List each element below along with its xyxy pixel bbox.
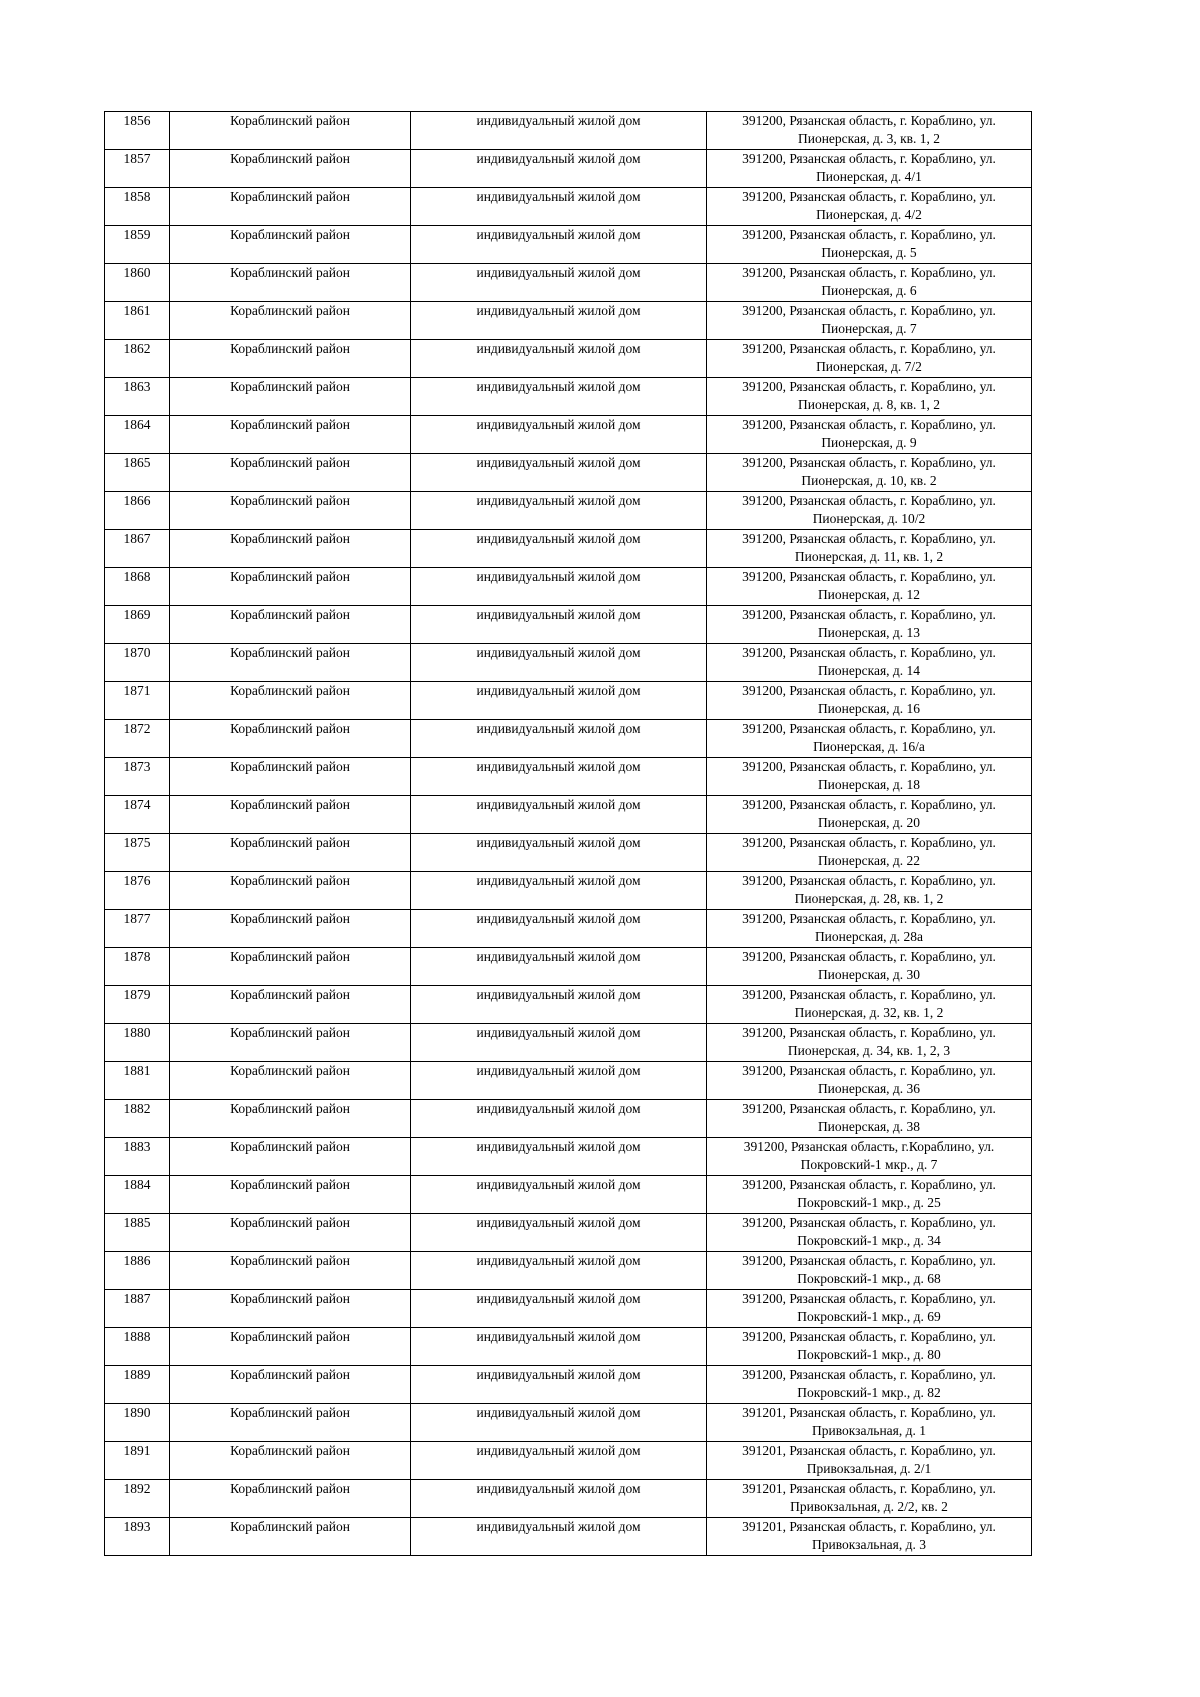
address-cell bbox=[707, 1252, 1032, 1290]
address-line-1: 391201, Рязанская область, г. Кораблино, ул. bbox=[742, 1481, 996, 1496]
object-type-cell: индивидуальный жилой дом bbox=[411, 264, 707, 302]
district-cell: Кораблинский район bbox=[170, 492, 411, 530]
address-line-1: 391200, Рязанская область, г. Кораблино, ул. bbox=[742, 265, 996, 280]
object-type-cell: индивидуальный жилой дом bbox=[411, 872, 707, 910]
table-row bbox=[105, 1480, 1032, 1518]
address-line-2: Пионерская, д. 28, кв. 1, 2 bbox=[794, 890, 944, 906]
address-cell bbox=[707, 948, 1032, 986]
table-row bbox=[105, 1328, 1032, 1366]
district-cell: Кораблинский район bbox=[170, 1024, 411, 1062]
object-type-cell: индивидуальный жилой дом bbox=[411, 720, 707, 758]
table-row bbox=[105, 910, 1032, 948]
row-number-cell: 1868 bbox=[105, 568, 170, 606]
address-line-1: 391200, Рязанская область, г. Кораблино, ул. bbox=[742, 379, 996, 394]
address-cell bbox=[707, 150, 1032, 188]
table-row bbox=[105, 378, 1032, 416]
object-type-cell: индивидуальный жилой дом bbox=[411, 340, 707, 378]
row-number-cell: 1884 bbox=[105, 1176, 170, 1214]
address-line-1: 391200, Рязанская область, г. Кораблино, ул. bbox=[742, 189, 996, 204]
district-cell: Кораблинский район bbox=[170, 454, 411, 492]
table-row bbox=[105, 340, 1032, 378]
address-cell bbox=[707, 1290, 1032, 1328]
address-line-2: Покровский-1 мкр., д. 34 bbox=[797, 1232, 941, 1248]
address-line-1: 391200, Рязанская область, г. Кораблино, ул. bbox=[742, 455, 996, 470]
table-row bbox=[105, 1138, 1032, 1176]
address-cell bbox=[707, 644, 1032, 682]
district-cell: Кораблинский район bbox=[170, 340, 411, 378]
address-line-1: 391200, Рязанская область, г. Кораблино, ул. bbox=[742, 1025, 996, 1040]
address-line-2: Покровский-1 мкр., д. 68 bbox=[797, 1270, 941, 1286]
address-line-1: 391200, Рязанская область, г. Кораблино, ул. bbox=[742, 1329, 996, 1344]
address-line-2: Покровский-1 мкр., д. 80 bbox=[797, 1346, 941, 1362]
address-line-2: Привокзальная, д. 1 bbox=[811, 1422, 927, 1438]
address-line-2: Пионерская, д. 7/2 bbox=[816, 358, 922, 374]
address-line-2: Пионерская, д. 34, кв. 1, 2, 3 bbox=[787, 1042, 951, 1058]
district-cell: Кораблинский район bbox=[170, 758, 411, 796]
address-cell bbox=[707, 1366, 1032, 1404]
address-line-1: 391200, Рязанская область, г. Кораблино, ул. bbox=[742, 1367, 996, 1382]
address-line-1: 391201, Рязанская область, г. Кораблино, ул. bbox=[742, 1443, 996, 1458]
object-type-cell: индивидуальный жилой дом bbox=[411, 986, 707, 1024]
address-line-1: 391200, Рязанская область, г. Кораблино, ул. bbox=[742, 1253, 996, 1268]
district-cell: Кораблинский район bbox=[170, 1138, 411, 1176]
row-number-cell: 1862 bbox=[105, 340, 170, 378]
address-line-1: 391200, Рязанская область, г. Кораблино, ул. bbox=[742, 835, 996, 850]
table-row bbox=[105, 454, 1032, 492]
table-row bbox=[105, 1100, 1032, 1138]
row-number-cell: 1887 bbox=[105, 1290, 170, 1328]
object-type-cell: индивидуальный жилой дом bbox=[411, 1366, 707, 1404]
row-number-cell: 1856 bbox=[105, 112, 170, 150]
object-type-cell: индивидуальный жилой дом bbox=[411, 1328, 707, 1366]
table-row bbox=[105, 644, 1032, 682]
address-line-1: 391200, Рязанская область, г. Кораблино, ул. bbox=[742, 569, 996, 584]
row-number-cell: 1881 bbox=[105, 1062, 170, 1100]
table-row bbox=[105, 948, 1032, 986]
address-line-2: Пионерская, д. 32, кв. 1, 2 bbox=[794, 1004, 944, 1020]
table-row bbox=[105, 188, 1032, 226]
address-line-1: 391201, Рязанская область, г. Кораблино, ул. bbox=[742, 1405, 996, 1420]
address-cell bbox=[707, 834, 1032, 872]
row-number-cell: 1879 bbox=[105, 986, 170, 1024]
address-cell bbox=[707, 454, 1032, 492]
address-cell bbox=[707, 1138, 1032, 1176]
address-cell bbox=[707, 378, 1032, 416]
table-row bbox=[105, 264, 1032, 302]
address-line-1: 391201, Рязанская область, г. Кораблино, ул. bbox=[742, 1519, 996, 1534]
row-number-cell: 1878 bbox=[105, 948, 170, 986]
object-type-cell: индивидуальный жилой дом bbox=[411, 1480, 707, 1518]
district-cell: Кораблинский район bbox=[170, 1176, 411, 1214]
address-line-2: Пионерская, д. 36 bbox=[817, 1080, 921, 1096]
object-type-cell: индивидуальный жилой дом bbox=[411, 758, 707, 796]
table-row bbox=[105, 720, 1032, 758]
object-type-cell: индивидуальный жилой дом bbox=[411, 416, 707, 454]
district-cell: Кораблинский район bbox=[170, 1062, 411, 1100]
district-cell: Кораблинский район bbox=[170, 1290, 411, 1328]
address-line-2: Пионерская, д. 38 bbox=[817, 1118, 921, 1134]
row-number-cell: 1871 bbox=[105, 682, 170, 720]
row-number-cell: 1865 bbox=[105, 454, 170, 492]
address-cell bbox=[707, 568, 1032, 606]
table-row bbox=[105, 1252, 1032, 1290]
object-type-cell: индивидуальный жилой дом bbox=[411, 834, 707, 872]
row-number-cell: 1872 bbox=[105, 720, 170, 758]
district-cell: Кораблинский район bbox=[170, 1214, 411, 1252]
district-cell: Кораблинский район bbox=[170, 112, 411, 150]
address-line-2: Пионерская, д. 11, кв. 1, 2 bbox=[794, 548, 944, 564]
address-cell bbox=[707, 1480, 1032, 1518]
row-number-cell: 1860 bbox=[105, 264, 170, 302]
table-row bbox=[105, 1518, 1032, 1556]
table-row bbox=[105, 150, 1032, 188]
district-cell: Кораблинский район bbox=[170, 834, 411, 872]
address-line-1: 391200, Рязанская область, г. Кораблино, ул. bbox=[742, 227, 996, 242]
address-line-2: Пионерская, д. 22 bbox=[817, 852, 921, 868]
object-type-cell: индивидуальный жилой дом bbox=[411, 112, 707, 150]
address-line-1: 391200, Рязанская область, г. Кораблино, ул. bbox=[742, 417, 996, 432]
address-cell bbox=[707, 606, 1032, 644]
district-cell: Кораблинский район bbox=[170, 226, 411, 264]
address-line-1: 391200, Рязанская область, г. Кораблино, ул. bbox=[742, 797, 996, 812]
row-number-cell: 1880 bbox=[105, 1024, 170, 1062]
address-cell bbox=[707, 112, 1032, 150]
address-line-2: Привокзальная, д. 2/1 bbox=[806, 1460, 932, 1476]
table-row bbox=[105, 1404, 1032, 1442]
object-type-cell: индивидуальный жилой дом bbox=[411, 454, 707, 492]
district-cell: Кораблинский район bbox=[170, 1404, 411, 1442]
address-line-1: 391200, Рязанская область, г. Кораблино, ул. bbox=[742, 873, 996, 888]
address-cell bbox=[707, 682, 1032, 720]
district-cell: Кораблинский район bbox=[170, 1328, 411, 1366]
object-type-cell: индивидуальный жилой дом bbox=[411, 1138, 707, 1176]
address-cell bbox=[707, 264, 1032, 302]
district-cell: Кораблинский район bbox=[170, 1252, 411, 1290]
row-number-cell: 1886 bbox=[105, 1252, 170, 1290]
address-cell bbox=[707, 492, 1032, 530]
address-line-2: Пионерская, д. 4/1 bbox=[816, 168, 922, 184]
object-type-cell: индивидуальный жилой дом bbox=[411, 1252, 707, 1290]
object-type-cell: индивидуальный жилой дом bbox=[411, 492, 707, 530]
address-cell bbox=[707, 188, 1032, 226]
address-line-2: Пионерская, д. 14 bbox=[817, 662, 921, 678]
object-type-cell: индивидуальный жилой дом bbox=[411, 150, 707, 188]
table-row bbox=[105, 1214, 1032, 1252]
table-row bbox=[105, 530, 1032, 568]
district-cell: Кораблинский район bbox=[170, 1480, 411, 1518]
address-line-1: 391200, Рязанская область, г.Кораблино, ул. bbox=[743, 1139, 995, 1154]
address-cell bbox=[707, 416, 1032, 454]
address-line-1: 391200, Рязанская область, г. Кораблино, ул. bbox=[742, 987, 996, 1002]
address-cell bbox=[707, 1214, 1032, 1252]
address-cell bbox=[707, 340, 1032, 378]
table-row bbox=[105, 1442, 1032, 1480]
district-cell: Кораблинский район bbox=[170, 948, 411, 986]
table-row bbox=[105, 1176, 1032, 1214]
address-line-1: 391200, Рязанская область, г. Кораблино, ул. bbox=[742, 531, 996, 546]
table-row bbox=[105, 796, 1032, 834]
address-line-2: Покровский-1 мкр., д. 25 bbox=[797, 1194, 941, 1210]
address-line-2: Пионерская, д. 10, кв. 2 bbox=[801, 472, 937, 488]
district-cell: Кораблинский район bbox=[170, 188, 411, 226]
address-cell bbox=[707, 1024, 1032, 1062]
address-line-1: 391200, Рязанская область, г. Кораблино, ул. bbox=[742, 303, 996, 318]
object-type-cell: индивидуальный жилой дом bbox=[411, 1100, 707, 1138]
object-type-cell: индивидуальный жилой дом bbox=[411, 644, 707, 682]
table-row bbox=[105, 568, 1032, 606]
district-cell: Кораблинский район bbox=[170, 1518, 411, 1556]
address-line-2: Пионерская, д. 3, кв. 1, 2 bbox=[797, 130, 941, 146]
object-type-cell: индивидуальный жилой дом bbox=[411, 948, 707, 986]
address-cell bbox=[707, 1442, 1032, 1480]
row-number-cell: 1867 bbox=[105, 530, 170, 568]
address-line-1: 391200, Рязанская область, г. Кораблино, ул. bbox=[742, 911, 996, 926]
district-cell: Кораблинский район bbox=[170, 720, 411, 758]
row-number-cell: 1882 bbox=[105, 1100, 170, 1138]
row-number-cell: 1877 bbox=[105, 910, 170, 948]
row-number-cell: 1892 bbox=[105, 1480, 170, 1518]
district-cell: Кораблинский район bbox=[170, 530, 411, 568]
row-number-cell: 1888 bbox=[105, 1328, 170, 1366]
table-body bbox=[105, 112, 1032, 1556]
address-cell bbox=[707, 1518, 1032, 1556]
address-line-1: 391200, Рязанская область, г. Кораблино, ул. bbox=[742, 1215, 996, 1230]
address-line-2: Пионерская, д. 10/2 bbox=[812, 510, 926, 526]
address-line-1: 391200, Рязанская область, г. Кораблино, ул. bbox=[742, 949, 996, 964]
address-line-2: Покровский-1 мкр., д. 69 bbox=[797, 1308, 941, 1324]
row-number-cell: 1883 bbox=[105, 1138, 170, 1176]
address-line-2: Пионерская, д. 4/2 bbox=[816, 206, 922, 222]
address-cell bbox=[707, 872, 1032, 910]
address-line-2: Пионерская, д. 28а bbox=[814, 928, 924, 944]
address-line-1: 391200, Рязанская область, г. Кораблино, ул. bbox=[742, 683, 996, 698]
object-type-cell: индивидуальный жилой дом bbox=[411, 606, 707, 644]
object-type-cell: индивидуальный жилой дом bbox=[411, 1062, 707, 1100]
district-cell: Кораблинский район bbox=[170, 150, 411, 188]
row-number-cell: 1885 bbox=[105, 1214, 170, 1252]
object-type-cell: индивидуальный жилой дом bbox=[411, 682, 707, 720]
address-line-1: 391200, Рязанская область, г. Кораблино, ул. bbox=[742, 113, 996, 128]
address-cell bbox=[707, 302, 1032, 340]
row-number-cell: 1875 bbox=[105, 834, 170, 872]
object-type-cell: индивидуальный жилой дом bbox=[411, 188, 707, 226]
address-line-1: 391200, Рязанская область, г. Кораблино, ул. bbox=[742, 341, 996, 356]
address-line-2: Пионерская, д. 8, кв. 1, 2 bbox=[797, 396, 941, 412]
address-line-1: 391200, Рязанская область, г. Кораблино, ул. bbox=[742, 721, 996, 736]
object-type-cell: индивидуальный жилой дом bbox=[411, 1024, 707, 1062]
object-type-cell: индивидуальный жилой дом bbox=[411, 226, 707, 264]
table-row bbox=[105, 226, 1032, 264]
table-row bbox=[105, 416, 1032, 454]
row-number-cell: 1864 bbox=[105, 416, 170, 454]
district-cell: Кораблинский район bbox=[170, 872, 411, 910]
district-cell: Кораблинский район bbox=[170, 1442, 411, 1480]
object-type-cell: индивидуальный жилой дом bbox=[411, 1518, 707, 1556]
address-line-2: Пионерская, д. 12 bbox=[817, 586, 921, 602]
row-number-cell: 1863 bbox=[105, 378, 170, 416]
district-cell: Кораблинский район bbox=[170, 682, 411, 720]
row-number-cell: 1873 bbox=[105, 758, 170, 796]
object-type-cell: индивидуальный жилой дом bbox=[411, 1290, 707, 1328]
district-cell: Кораблинский район bbox=[170, 796, 411, 834]
address-cell bbox=[707, 986, 1032, 1024]
address-cell bbox=[707, 910, 1032, 948]
address-line-2: Пионерская, д. 9 bbox=[821, 434, 917, 450]
row-number-cell: 1891 bbox=[105, 1442, 170, 1480]
district-cell: Кораблинский район bbox=[170, 1100, 411, 1138]
object-type-cell: индивидуальный жилой дом bbox=[411, 302, 707, 340]
row-number-cell: 1890 bbox=[105, 1404, 170, 1442]
object-type-cell: индивидуальный жилой дом bbox=[411, 530, 707, 568]
object-type-cell: индивидуальный жилой дом bbox=[411, 796, 707, 834]
district-cell: Кораблинский район bbox=[170, 568, 411, 606]
housing-registry-table bbox=[104, 111, 1032, 1556]
address-line-1: 391200, Рязанская область, г. Кораблино, ул. bbox=[742, 1177, 996, 1192]
row-number-cell: 1861 bbox=[105, 302, 170, 340]
table-row bbox=[105, 986, 1032, 1024]
district-cell: Кораблинский район bbox=[170, 986, 411, 1024]
table-row bbox=[105, 1290, 1032, 1328]
address-line-1: 391200, Рязанская область, г. Кораблино, ул. bbox=[742, 607, 996, 622]
address-line-2: Пионерская, д. 13 bbox=[817, 624, 921, 640]
address-line-2: Покровский-1 мкр., д. 7 bbox=[800, 1156, 938, 1172]
table-row bbox=[105, 302, 1032, 340]
address-line-2: Пионерская, д. 20 bbox=[817, 814, 921, 830]
table-row bbox=[105, 1366, 1032, 1404]
address-cell bbox=[707, 758, 1032, 796]
address-line-1: 391200, Рязанская область, г. Кораблино, ул. bbox=[742, 645, 996, 660]
address-line-2: Пионерская, д. 16 bbox=[817, 700, 921, 716]
district-cell: Кораблинский район bbox=[170, 910, 411, 948]
object-type-cell: индивидуальный жилой дом bbox=[411, 568, 707, 606]
object-type-cell: индивидуальный жилой дом bbox=[411, 910, 707, 948]
row-number-cell: 1857 bbox=[105, 150, 170, 188]
address-line-2: Пионерская, д. 18 bbox=[817, 776, 921, 792]
object-type-cell: индивидуальный жилой дом bbox=[411, 1404, 707, 1442]
table-row bbox=[105, 872, 1032, 910]
row-number-cell: 1859 bbox=[105, 226, 170, 264]
address-cell bbox=[707, 226, 1032, 264]
table-row bbox=[105, 112, 1032, 150]
object-type-cell: индивидуальный жилой дом bbox=[411, 1442, 707, 1480]
row-number-cell: 1874 bbox=[105, 796, 170, 834]
district-cell: Кораблинский район bbox=[170, 378, 411, 416]
address-line-2: Привокзальная, д. 3 bbox=[811, 1536, 927, 1552]
table-row bbox=[105, 834, 1032, 872]
address-cell bbox=[707, 1404, 1032, 1442]
address-cell bbox=[707, 1328, 1032, 1366]
address-cell bbox=[707, 1062, 1032, 1100]
address-line-2: Пионерская, д. 30 bbox=[817, 966, 921, 982]
object-type-cell: индивидуальный жилой дом bbox=[411, 1176, 707, 1214]
row-number-cell: 1869 bbox=[105, 606, 170, 644]
address-cell bbox=[707, 1100, 1032, 1138]
district-cell: Кораблинский район bbox=[170, 606, 411, 644]
address-cell bbox=[707, 720, 1032, 758]
district-cell: Кораблинский район bbox=[170, 1366, 411, 1404]
object-type-cell: индивидуальный жилой дом bbox=[411, 1214, 707, 1252]
row-number-cell: 1889 bbox=[105, 1366, 170, 1404]
row-number-cell: 1876 bbox=[105, 872, 170, 910]
address-line-1: 391200, Рязанская область, г. Кораблино, ул. bbox=[742, 1063, 996, 1078]
object-type-cell: индивидуальный жилой дом bbox=[411, 378, 707, 416]
address-line-1: 391200, Рязанская область, г. Кораблино, ул. bbox=[742, 493, 996, 508]
address-line-1: 391200, Рязанская область, г. Кораблино, ул. bbox=[742, 1101, 996, 1116]
table-row bbox=[105, 682, 1032, 720]
row-number-cell: 1866 bbox=[105, 492, 170, 530]
row-number-cell: 1858 bbox=[105, 188, 170, 226]
address-line-2: Пионерская, д. 6 bbox=[821, 282, 917, 298]
table-row bbox=[105, 1062, 1032, 1100]
address-line-1: 391200, Рязанская область, г. Кораблино, ул. bbox=[742, 151, 996, 166]
table-row bbox=[105, 492, 1032, 530]
address-line-2: Покровский-1 мкр., д. 82 bbox=[797, 1384, 941, 1400]
table-row bbox=[105, 606, 1032, 644]
table-row bbox=[105, 1024, 1032, 1062]
address-cell bbox=[707, 1176, 1032, 1214]
district-cell: Кораблинский район bbox=[170, 644, 411, 682]
address-cell bbox=[707, 530, 1032, 568]
row-number-cell: 1893 bbox=[105, 1518, 170, 1556]
district-cell: Кораблинский район bbox=[170, 416, 411, 454]
address-line-1: 391200, Рязанская область, г. Кораблино, ул. bbox=[742, 1291, 996, 1306]
district-cell: Кораблинский район bbox=[170, 264, 411, 302]
address-line-1: 391200, Рязанская область, г. Кораблино, ул. bbox=[742, 759, 996, 774]
address-line-2: Пионерская, д. 16/а bbox=[813, 738, 925, 754]
table-row bbox=[105, 758, 1032, 796]
address-line-2: Пионерская, д. 5 bbox=[821, 244, 917, 260]
address-cell bbox=[707, 796, 1032, 834]
district-cell: Кораблинский район bbox=[170, 302, 411, 340]
row-number-cell: 1870 bbox=[105, 644, 170, 682]
address-line-2: Пионерская, д. 7 bbox=[821, 320, 917, 336]
address-line-2: Привокзальная, д. 2/2, кв. 2 bbox=[790, 1498, 948, 1514]
